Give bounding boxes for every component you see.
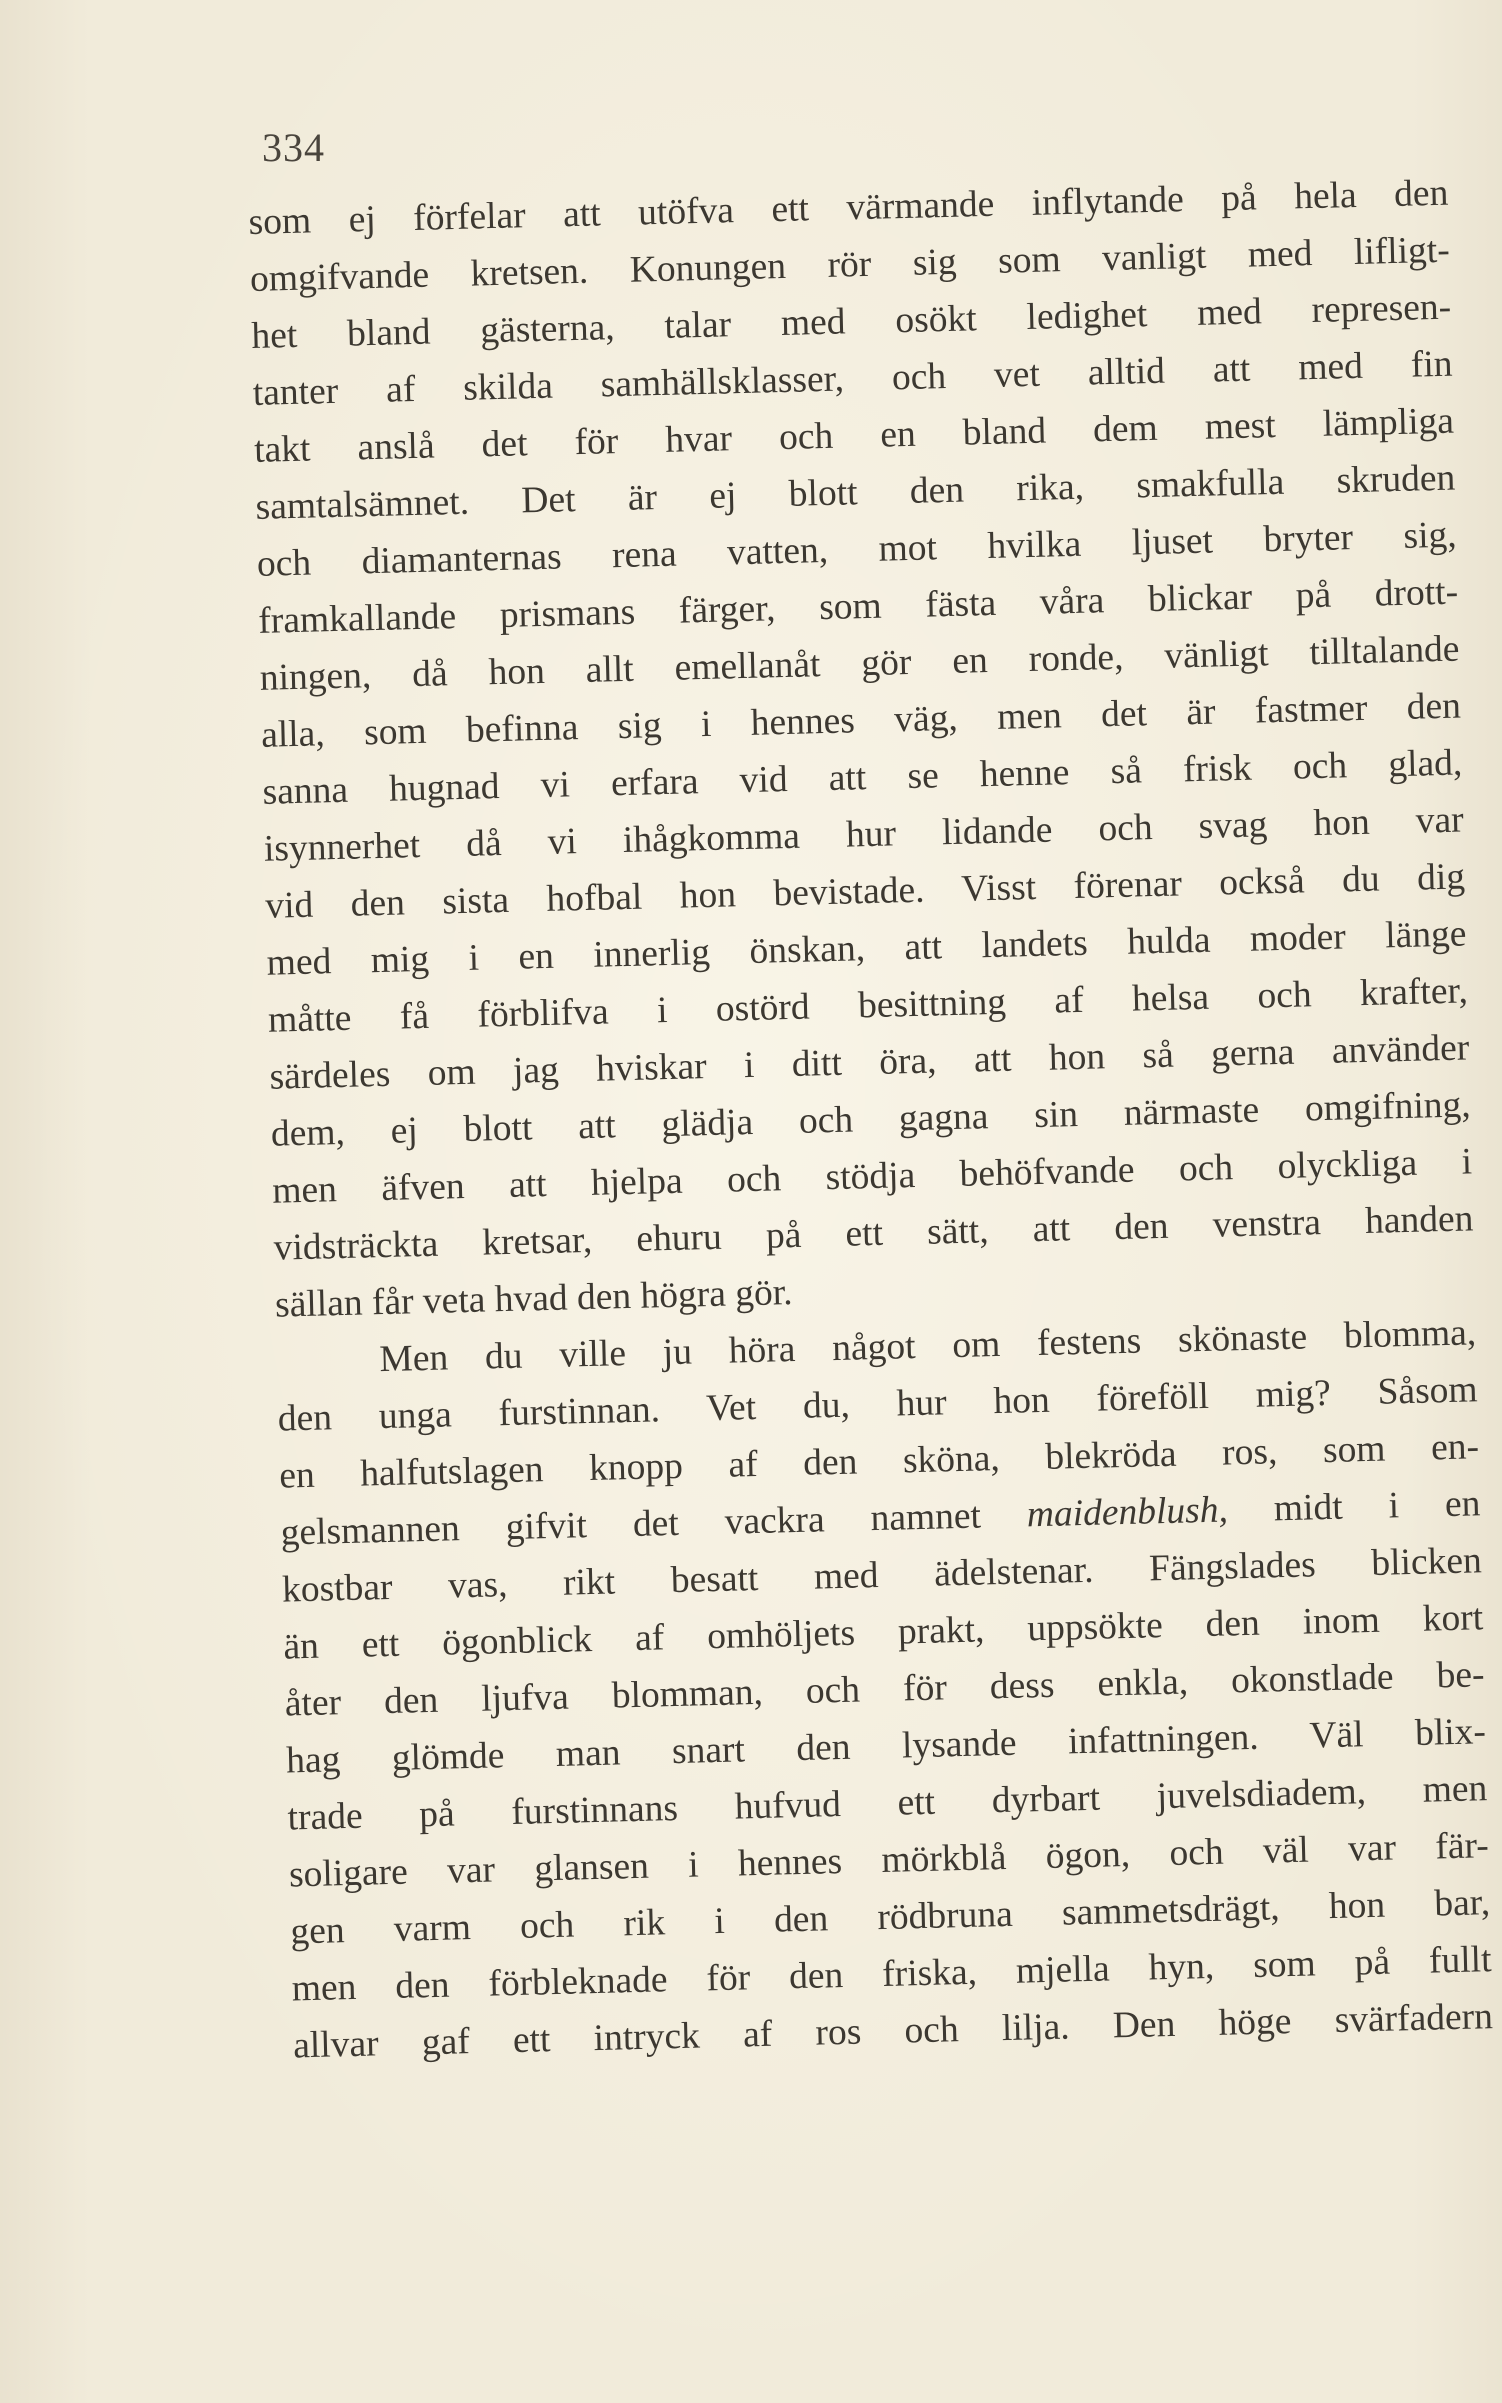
text-line: allvar gaf ett intryck af ros och lilja. Den höge svärfadern: [292, 1996, 1494, 2067]
text-line: vidsträckta kretsar, ehuru på ett sätt, att den venstra handen: [273, 1198, 1474, 1269]
text-line: måtte få förblifva i ostörd besittning af helsa och krafter,: [267, 970, 1469, 1041]
text-line: gen varm och rik i den rödbruna sammetsdrägt, hon bar,: [289, 1882, 1491, 1953]
text-line: och diamanternas rena vatten, mot hvilka ljuset bryter sig,: [256, 514, 1458, 585]
text-line: med mig i en innerlig önskan, att landets hulda moder länge: [266, 913, 1467, 984]
text-line: men äfven att hjelpa och stödja behöfvande och olyckliga i: [271, 1141, 1473, 1212]
text-line: framkallande prismans färger, som fästa våra blickar på drott-: [257, 571, 1459, 642]
text-segment: gelsmannen gifvit det vackra namnet: [280, 1495, 982, 1554]
text-line: men den förbleknade för den friska, mjella hyn, som på fullt: [291, 1939, 1492, 2010]
text-line: ningen, då hon allt emellanåt gör en ronde, vänligt tilltalande: [259, 628, 1460, 699]
text-line: som ej förfelar att utöfva ett värmande inflytande på hela den: [248, 172, 1449, 243]
body-text: [248, 167, 1494, 2067]
paragraph-end-line: sällan får veta hvad den högra gör.: [274, 1272, 793, 1326]
text-line: vid den sista hofbal hon bevistade. Visst förenar också du dig: [264, 856, 1466, 927]
text-line: omgifvande kretsen. Konungen rör sig som vanligt med lifligt-: [249, 229, 1451, 300]
text-line: isynnerhet då vi ihågkomma hur lidande och svag hon var: [263, 799, 1465, 870]
text-line: en halfutslagen knopp af den sköna, blekröda ros, som en-: [278, 1426, 1480, 1497]
text-line: hag glömde man snart den lysande infattningen. Väl blix-: [285, 1711, 1487, 1782]
italic-term: maidenblush,: [1026, 1489, 1229, 1536]
page-number: 334: [262, 125, 325, 170]
text-line: dem, ej blott att glädja och gagna sin närmaste omgifning,: [270, 1084, 1472, 1155]
text-line: trade på furstinnans hufvud ett dyrbart juvelsdiadem, men: [287, 1768, 1488, 1839]
text-line: särdeles om jag hviskar i ditt öra, att hon så gerna använder: [269, 1027, 1470, 1098]
text-line: tanter af skilda samhällsklasser, och vet alltid att med fin: [252, 343, 1453, 414]
text-line: alla, som befinna sig i hennes väg, men det är fastmer den: [260, 685, 1462, 756]
text-line: soligare var glansen i hennes mörkblå ögon, och väl var fär-: [288, 1825, 1490, 1896]
text-line: kostbar vas, rikt besatt med ädelstenar. Fängslades blicken: [281, 1540, 1483, 1611]
text-line: än ett ögonblick af omhöljets prakt, uppsökte den inom kort: [282, 1597, 1484, 1668]
text-line: åter den ljufva blomman, och för dess enkla, okonstlade be-: [284, 1654, 1485, 1725]
text-segment: midt i en: [1273, 1483, 1481, 1530]
text-line: het bland gästerna, talar med osökt ledighet med represen-: [250, 286, 1452, 357]
text-line: sanna hugnad vi erfara vid att se henne så frisk och glad,: [262, 742, 1463, 813]
text-line: takt anslå det för hvar och en bland dem mest lämpliga: [253, 400, 1455, 471]
paragraph-start-line: Men du ville ju höra något om festens skönaste blomma,: [378, 1312, 1477, 1381]
text-line: den unga furstinnan. Vet du, hur hon föreföll mig? Såsom: [277, 1369, 1479, 1440]
text-line: samtalsämnet. Det är ej blott den rika, smakfulla skruden: [255, 457, 1456, 528]
